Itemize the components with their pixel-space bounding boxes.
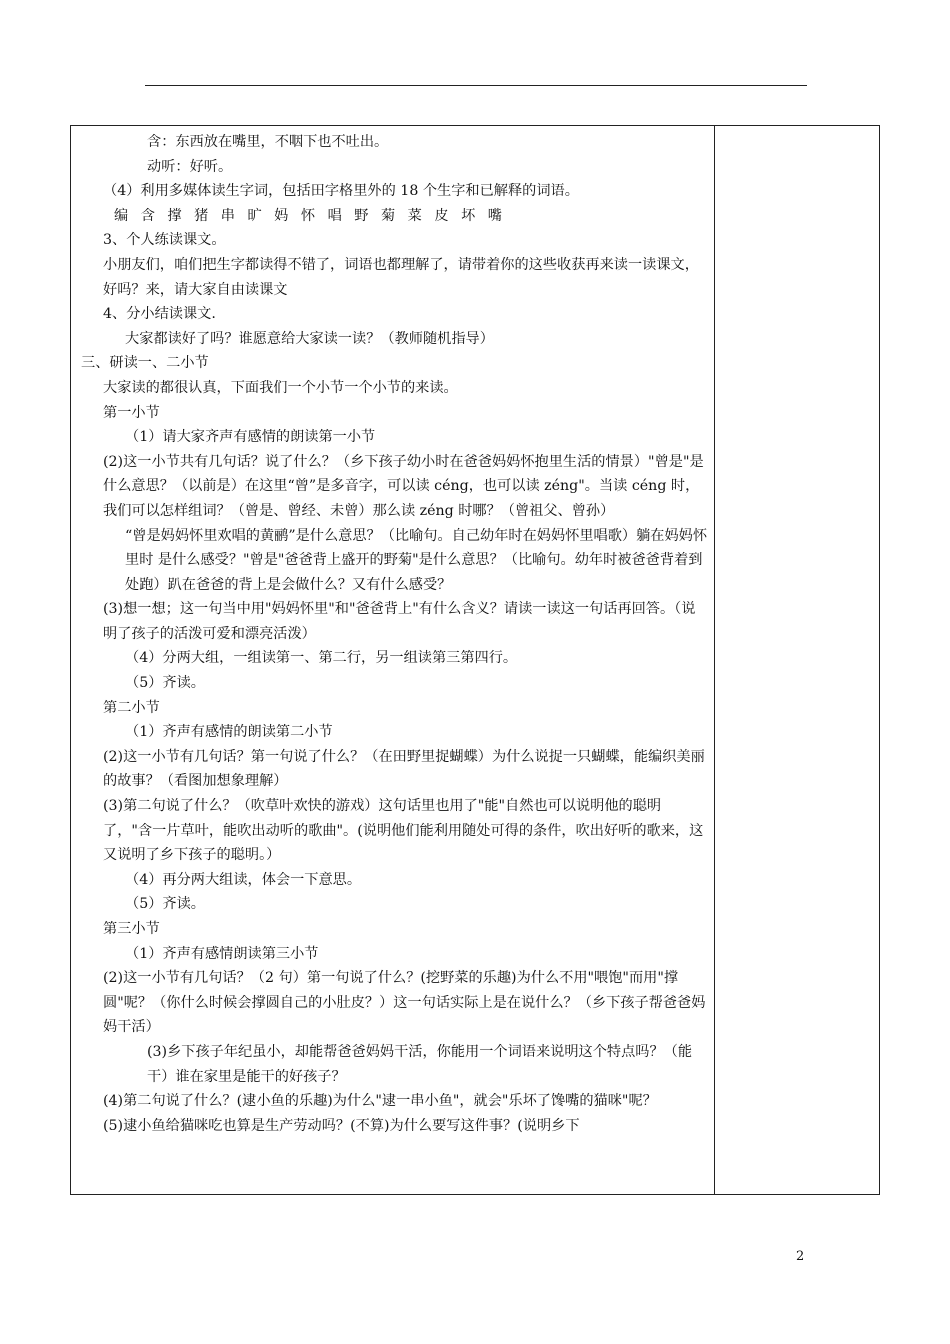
content-line: 小朋友们，咱们把生字都读得不错了，词语也都理解了，请带着你的这些收获再来读一读课文，好吗？来，请大家自由读课文: [103, 256, 699, 298]
content-line: 第三小节: [103, 921, 160, 937]
header-rule: [145, 85, 807, 86]
content-line: （1）请大家齐声有感情的朗读第一小节: [125, 429, 376, 446]
content-line: 含：东西放在嘴里，不咽下也不吐出。: [147, 134, 389, 150]
content-line: （5）齐读。: [125, 675, 205, 692]
content-line: （1）齐声有感情朗读第三小节: [125, 945, 319, 962]
content-line: （4）再分两大组读，体会一下意思。: [125, 871, 362, 888]
content-line: (3)乡下孩子年纪虽小，却能帮爸爸妈妈干活，你能用一个词语来说明这个特点吗？（能干）谁在家里是能干的好孩子？: [147, 1043, 693, 1085]
content-line: 3、个人练读课文。: [103, 232, 226, 249]
content-line: 第一小节: [103, 404, 160, 421]
page-number: 2: [796, 1249, 805, 1264]
content-line: 大家读的都很认真，下面我们一个小节一个小节的来读。: [103, 379, 458, 396]
content-line: (5)逮小鱼给猫咪吃也算是生产劳动吗？(不算)为什么要写这件事？(说明乡下: [103, 1117, 580, 1134]
lesson-table: [70, 125, 880, 1195]
content-line: （1）齐声有感情的朗读第二小节: [125, 724, 333, 741]
content-line: 编 含 撑 猪 串 旷 妈 怀 唱 野 菊 菜 皮 坏 嘴: [114, 207, 504, 224]
content-line: 4、分小结读课文.: [103, 306, 216, 323]
content-line: (2)这一小节共有几句话？说了什么？（乡下孩子幼小时在爸爸妈妈怀抱里生活的情景）"曾是"是什么意思？（以前是）在这里“曾”是多音字，可以读 céng，也可以读 zéng"。当读 céng 时，我们可以怎样组词？（曾是、曾经、未曾）那么读 zéng 时哪？（曾祖父、曾孙）: [103, 453, 704, 519]
content-line: （5）齐读。: [125, 896, 205, 913]
column-divider: [714, 126, 715, 1194]
content-line: 大家都读好了吗？谁愿意给大家读一读？（教师随机指导）: [125, 330, 494, 347]
content-line: (2)这一小节有几句话？（2 句）第一句说了什么？(挖野菜的乐趣)为什么不用"喂饱"而用"撑圆"呢？（你什么时候会撑圆自己的小肚皮？）这一句话实际上是在说什么？（乡下孩子帮爸爸妈妈干活）: [103, 970, 706, 1036]
content-line: 第二小节: [103, 699, 160, 716]
content-line: （4）利用多媒体读生字词，包括田字格里外的 18 个生字和已解释的词语。: [103, 183, 579, 200]
content-line: (3)想一想；这一句当中用"妈妈怀里"和"爸爸背上"有什么含义？请读一读这一句话再回答。（说明了孩子的活泼可爱和漂亮活泼）: [103, 601, 696, 642]
content-line: (4)第二句说了什么？(逮小鱼的乐趣)为什么"逮一串小鱼"，就会"乐坏了馋嘴的猫咪"呢？: [103, 1093, 657, 1110]
content-line: 三、研读一、二小节: [81, 355, 209, 372]
content-line: 动听：好听。: [147, 158, 233, 175]
content-line: (3)第二句说了什么？（吹草叶欢快的游戏）这句话里也用了"能"自然也可以说明他的聪明了，"含一片草叶，能吹出动听的歌曲"。(说明他们能利用随处可得的条件，吹出好听的歌来，这又说明了乡下孩子的聪明。）: [103, 798, 704, 864]
content-line: （4）分两大组，一组读第一、第二行，另一组读第三第四行。: [125, 650, 518, 667]
content-line: (2)这一小节有几句话？第一句说了什么？（在田野里捉蝴蝶）为什么说捉一只蝴蝶，能编织美丽的故事？（看图加想象理解）: [103, 748, 705, 790]
content-line: “曾是妈妈怀里欢唱的黄鹂”是什么意思？（比喻句。自己幼年时在妈妈怀里唱歌）躺在妈妈怀里时 是什么感受？"曾是"爸爸背上盛开的野菊"是什么意思？（比喻句。幼年时被爸爸背着到处跑）趴在爸爸的背上是会做什么？又有什么感受？: [125, 527, 708, 593]
lesson-content: [81, 130, 709, 1138]
